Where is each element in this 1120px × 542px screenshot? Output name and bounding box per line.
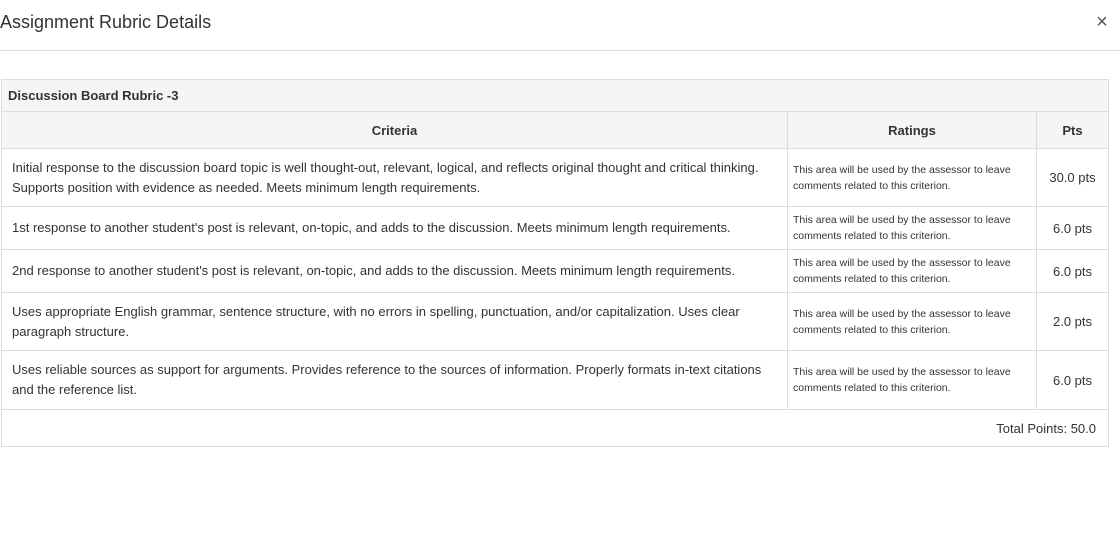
table-row [2,207,1109,250]
criterion-points: 6.0 pts [1037,351,1109,410]
total-points: Total Points: 50.0 [2,410,1109,447]
pts-header: Pts [1037,112,1109,149]
criterion-description: Uses reliable sources as support for arguments. Provides reference to the sources of information. Properly formats in-text citations and the reference list. [2,351,788,410]
rubric-table [1,111,1109,447]
table-row [2,250,1109,293]
criterion-points: 6.0 pts [1037,250,1109,293]
modal-header [0,0,1120,51]
rating-comment: This area will be used by the assessor to leave comments related to this criterion. [788,250,1037,293]
criterion-description: Uses appropriate English grammar, sentence structure, with no errors in spelling, punctuation, and/or capitalization. Uses clear paragraph structure. [2,293,788,351]
rating-comment: This area will be used by the assessor to leave comments related to this criterion. [788,207,1037,250]
close-icon[interactable]: × [1096,11,1108,33]
total-row [2,410,1109,447]
rubric-header-row [2,112,1109,149]
rubric-title: Discussion Board Rubric -3 [1,79,1109,111]
rubric-container [1,79,1109,447]
table-row [2,351,1109,410]
criteria-header: Criteria [2,112,788,149]
table-row [2,149,1109,207]
rating-comment: This area will be used by the assessor to leave comments related to this criterion. [788,149,1037,207]
criterion-points: 2.0 pts [1037,293,1109,351]
rating-comment: This area will be used by the assessor to leave comments related to this criterion. [788,293,1037,351]
criterion-description: 2nd response to another student's post is relevant, on-topic, and adds to the discussion. Meets minimum length requirements. [2,250,788,293]
rating-comment: This area will be used by the assessor to leave comments related to this criterion. [788,351,1037,410]
criterion-points: 6.0 pts [1037,207,1109,250]
modal-title: Assignment Rubric Details [0,12,212,32]
ratings-header: Ratings [788,112,1037,149]
criterion-description: 1st response to another student's post is relevant, on-topic, and adds to the discussion. Meets minimum length requirements. [2,207,788,250]
table-row [2,293,1109,351]
criterion-points: 30.0 pts [1037,149,1109,207]
criterion-description: Initial response to the discussion board topic is well thought-out, relevant, logical, and reflects original thought and critical thinking. Supports position with evidence as needed. Meets minimum length requirements. [2,149,788,207]
